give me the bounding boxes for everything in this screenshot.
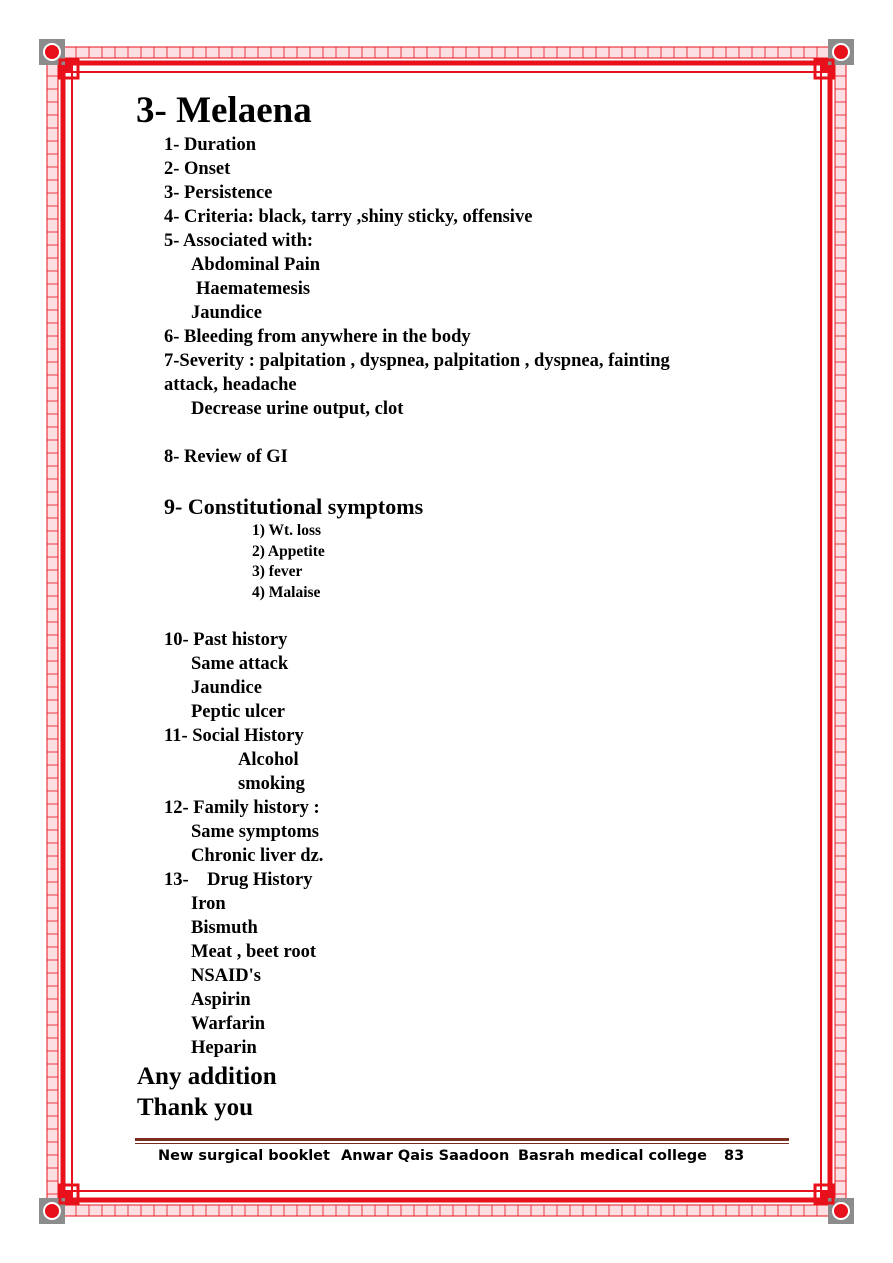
list-subitem: Warfarin [191,1014,265,1034]
list-subitem: Decrease urine output, clot [191,399,404,419]
list-item: 12- Family history : [164,798,320,818]
list-subitem: Iron [191,894,226,914]
footer-divider-thin [135,1143,789,1144]
list-item: 5- Associated with: [164,231,314,251]
section-heading: 9- Constitutional symptoms [164,494,424,519]
list-subitem: 3) fever [252,563,303,580]
list-subitem: Meat , beet root [191,942,316,962]
list-item: 10- Past history [164,630,288,650]
list-item: 4- Criteria: black, tarry ,shiny sticky, offensive [164,207,533,227]
list-item: 2- Onset [164,159,231,179]
closing-text: Any addition [137,1063,277,1090]
list-item: 8- Review of GI [164,447,288,467]
list-subitem: Heparin [191,1038,257,1058]
list-subitem: Jaundice [191,303,262,323]
closing-text: Thank you [137,1094,254,1121]
footer-divider [135,1138,789,1141]
list-subitem: Abdominal Pain [191,255,321,275]
list-subitem: NSAID's [191,966,261,986]
list-subitem: Jaundice [191,678,262,698]
list-subitem: Peptic ulcer [191,702,285,722]
list-subitem: Same attack [191,654,289,674]
list-subitem: 2) Appetite [252,543,325,560]
list-subitem: Alcohol [238,750,299,770]
footer-college: Basrah medical college [518,1148,708,1164]
list-item: 13- Drug History [164,870,313,890]
list-item: 7-Severity : palpitation , dyspnea, palpitation , dyspnea, fainting [164,351,670,371]
list-subitem: Bismuth [191,918,258,938]
list-subitem: smoking [238,774,305,794]
list-item: 1- Duration [164,135,256,155]
page-number: 83 [724,1148,745,1164]
list-item: 11- Social History [164,726,304,746]
footer-author: Anwar Qais Saadoon [341,1148,510,1164]
list-subitem: 4) Malaise [252,584,321,601]
list-subitem: Chronic liver dz. [191,846,324,866]
footer-booklet: New surgical booklet [158,1148,330,1164]
list-subitem: Aspirin [191,990,251,1010]
list-subitem: 1) Wt. loss [252,522,322,539]
page-title: 3- Melaena [136,90,312,131]
page-footer [158,1148,758,1170]
list-item: 3- Persistence [164,183,273,203]
list-item: 6- Bleeding from anywhere in the body [164,327,471,347]
list-subitem: Haematemesis [196,279,311,299]
list-item-continued: attack, headache [164,375,297,395]
list-subitem: Same symptoms [191,822,319,842]
